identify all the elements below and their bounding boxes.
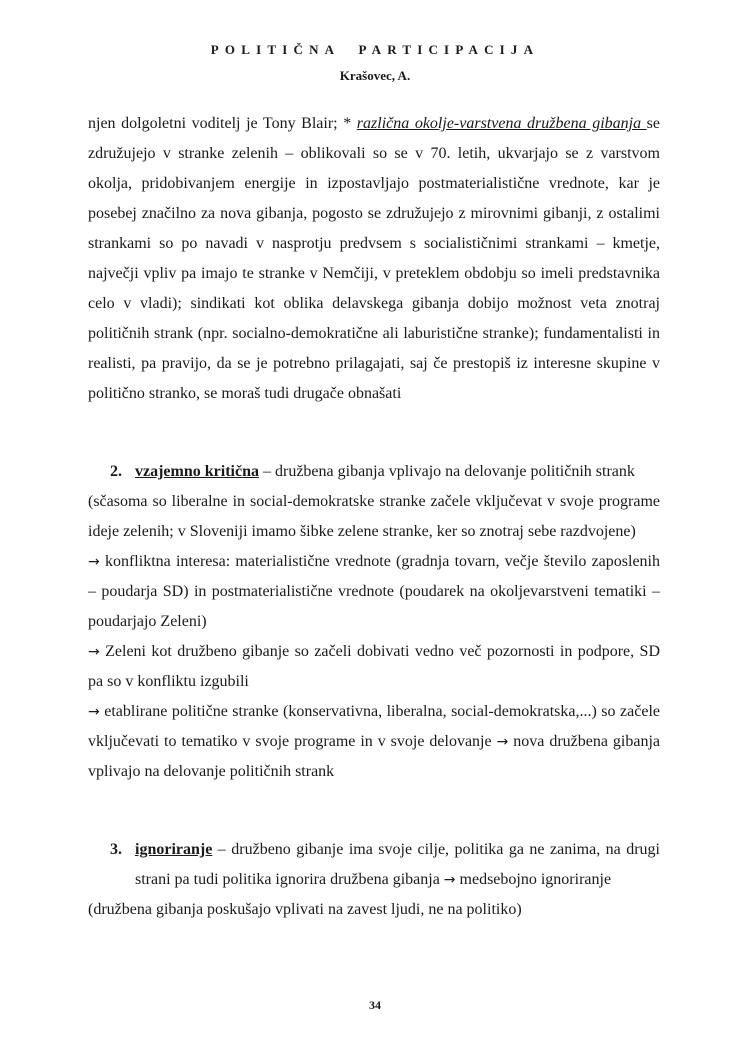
arrow-point — [88, 547, 660, 637]
page-number: 34 — [369, 998, 381, 1012]
arrow-icon: → — [88, 704, 100, 720]
arrow-icon: → — [88, 644, 100, 660]
list-term: ignoriranje — [135, 841, 213, 858]
list-text: – družbena gibanja vplivajo na delovanje političnih strank — [258, 463, 635, 480]
arrow-point-text: etablirane politične stranke (konservativna, liberalna, social-demokratska,...) so začele vključevati to tematiko v svoje programe in v svoje delovanje — [88, 703, 660, 750]
list-number: 2. — [110, 463, 122, 480]
running-header-title: POLITIČNA PARTICIPACIJA — [210, 42, 540, 57]
arrow-icon: → — [496, 734, 509, 750]
parenthetical-note: (družbena gibanja poskušajo vplivati na zavest ljudi, ne na politiko) — [88, 901, 522, 918]
arrow-icon: → — [443, 872, 456, 888]
paragraph-lead: njen dolgoletni voditelj je Tony Blair; * — [88, 115, 357, 132]
running-header-author: Krašovec, A. — [339, 68, 411, 83]
list-item-ignoring — [110, 835, 660, 895]
arrow-point — [88, 697, 660, 787]
parenthetical-note: (sčasoma so liberalne in social-demokratske stranke začele vključevat v svoje programe ideje zelenih; v Sloveniji imamo šibke zelene stranke, ker so znotraj sebe razdvojene) — [88, 493, 660, 540]
arrow-point-text: Zeleni kot družbeno gibanje so začeli dobivati vedno več pozornosti in podpore, SD pa so v konfliktu izgubili — [88, 643, 660, 690]
paragraph-green-parties — [88, 109, 660, 409]
list-term: vzajemno kritična — [135, 463, 259, 480]
list-text: – družbeno gibanje ima svoje cilje, politika ga ne zanima, na drugi strani pa tudi politika ignorira družbena gibanja — [135, 841, 660, 888]
arrow-point — [88, 637, 660, 697]
italic-term: različna okolje-varstvena družbena gibanja — [356, 115, 647, 132]
arrow-icon: → — [88, 554, 100, 570]
list-text: medsebojno ignoriranje — [455, 871, 612, 888]
page-body — [88, 109, 660, 925]
list-number: 3. — [110, 841, 122, 858]
arrow-point-text: konfliktna interesa: materialistične vrednote (gradnja tovarn, večje število zaposlenih – poudarja SD) in postmaterialistične vrednote (poudarek na okoljevarstveni tematiki – poudarjajo Zeleni) — [88, 553, 660, 630]
list-item-mutually-critical — [110, 457, 660, 487]
arrow-point-text: nova družbena gibanja vplivajo na delovanje političnih strank — [88, 733, 661, 780]
paragraph-text: se združujejo v stranke zelenih – oblikovali so se v 70. letih, ukvarjajo se z varstvom okolja, pridobivanjem energije in izpostavljajo postmaterialistične vrednote, kar je posebej značilno za nova gibanja, pogosto se združujejo z mirovnimi gibanji, z ostalimi strankami so po navadi v nasprotju predvsem s socialističnimi strankami – kmetje, največji vpliv pa imajo te stranke v Nemčiji, v preteklem obdobju so imeli predstavnika celo v vladi); sindikati kot oblika delavskega gibanja dobijo možnost veta znotraj političnih strank (npr. socialno-demokratične ali laburistične stranke); fundamentalisti in realisti, pa pravijo, da se je potrebno prilagajati, saj če prestopiš iz interesne skupine v politično stranko, se moraš tudi drugače obnašati — [88, 115, 660, 402]
